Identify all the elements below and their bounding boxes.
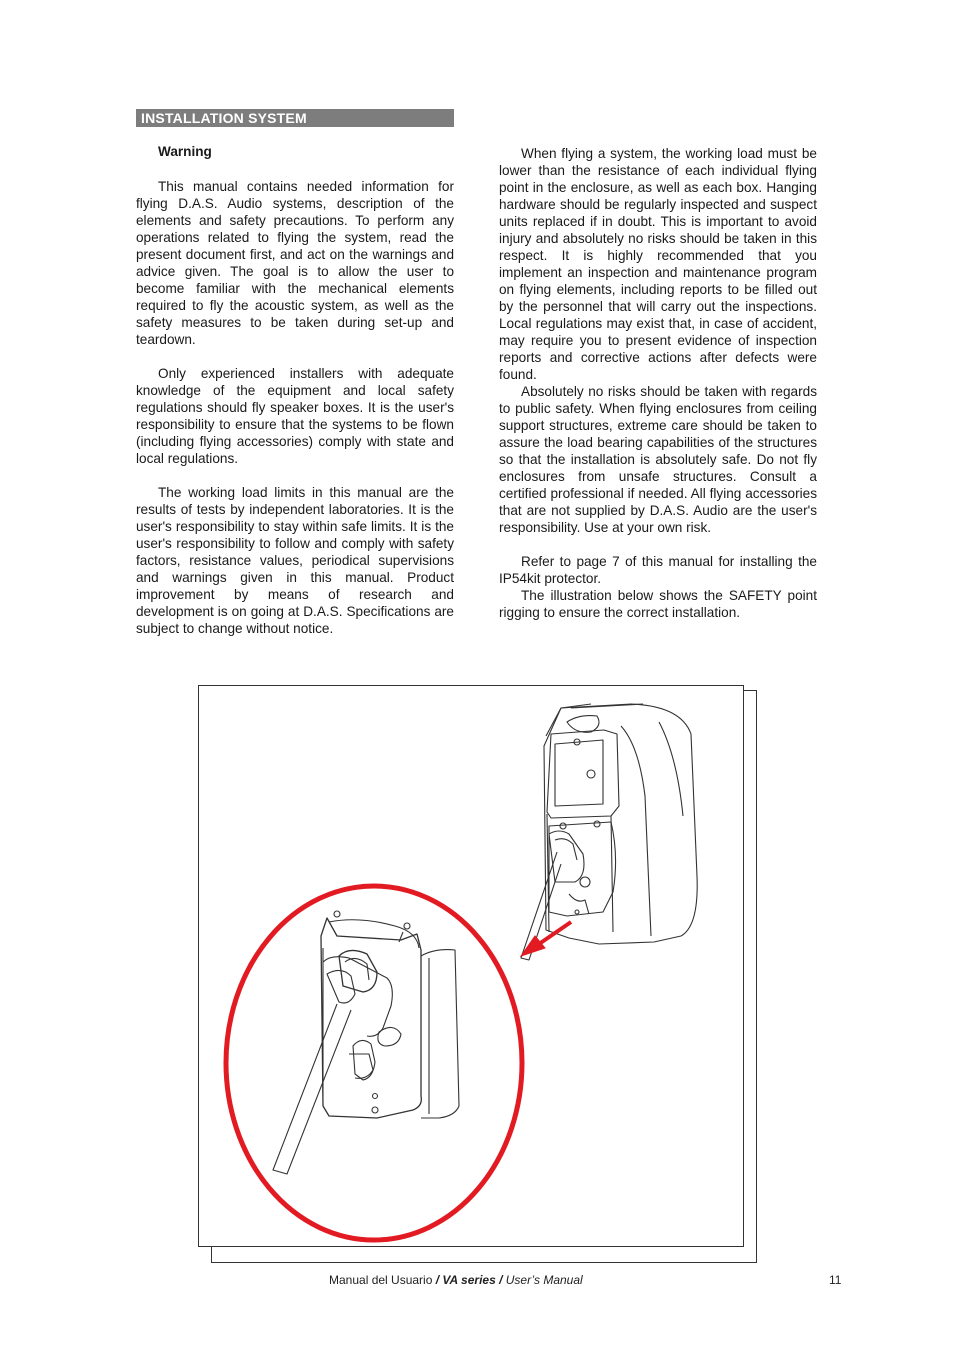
section-title: INSTALLATION SYSTEM [136, 109, 454, 127]
highlight-circle [226, 886, 522, 1240]
paragraph: Refer to page 7 of this manual for installing the IP54kit protector. [499, 554, 817, 586]
footer-series: / VA series / [432, 1273, 506, 1287]
safety-point-detail [273, 911, 459, 1174]
footer-english-title: User’s Manual [505, 1273, 583, 1287]
paragraph: The working load limits in this manual are the results of tests by independent laboratories. It is the user's responsibility to stay within safe limits. It is the user's responsibility to follow and comply with safety factors, resistance values, periodical supervisions and warnings given in this manual. Product improvement by means of research and development is on going at D.A.S. Specifications are subject to change without notice. [136, 485, 454, 636]
speaker-enclosure-full [521, 704, 697, 960]
safety-point-illustration [198, 685, 744, 1247]
left-column [136, 143, 454, 637]
footer-spanish-title: Manual del Usuario [329, 1273, 433, 1287]
paragraph: The illustration below shows the SAFETY point rigging to ensure the correct installation. [499, 588, 817, 620]
right-column [499, 145, 817, 621]
page-number: 11 [829, 1273, 842, 1287]
footer-manual-title [329, 1273, 583, 1287]
paragraph: When flying a system, the working load must be lower than the resistance of each individual flying point in the enclosure, as well as each box. Hanging hardware should be regularly inspected and suspect units replaced if in doubt. This is important to avoid injury and absolutely no risks should be taken in this respect. It is highly recommended that you implement an inspection and maintenance program on flying elements, including reports to be filled out by the personnel that will carry out the inspections. Local regulations may exist that, in case of accident, may require you to present evidence of inspection reports and corrective actions after defects were found. [499, 146, 817, 382]
paragraph: Only experienced installers with adequate knowledge of the equipment and local safety regulations should fly speaker boxes. It is the user's responsibility to ensure that the systems to be flown (including flying accessories) comply with state and local regulations. [136, 366, 454, 466]
paragraph: This manual contains needed information for flying D.A.S. Audio systems, description of the elements and safety precautions. To perform any operations related to flying the system, read the present document first, and act on the warnings and advice given. The goal is to allow the user to become familiar with the mechanical elements required to fly the acoustic system, as well as the safety measures to be taken during set-up and teardown. [136, 179, 454, 347]
rigging-drawing [199, 686, 745, 1248]
paragraph: Absolutely no risks should be taken with regards to public safety. When flying enclosures from ceiling support structures, extreme care should be taken to assure the load bearing capabilities of the structures so that the installation is absolutely safe. Do not fly enclosures from unsafe structures. Consult a certified professional if needed. All flying accessories that are not supplied by D.A.S. Audio are the user's responsibility. Use at your own risk. [499, 384, 817, 535]
warning-heading: Warning [158, 144, 212, 159]
